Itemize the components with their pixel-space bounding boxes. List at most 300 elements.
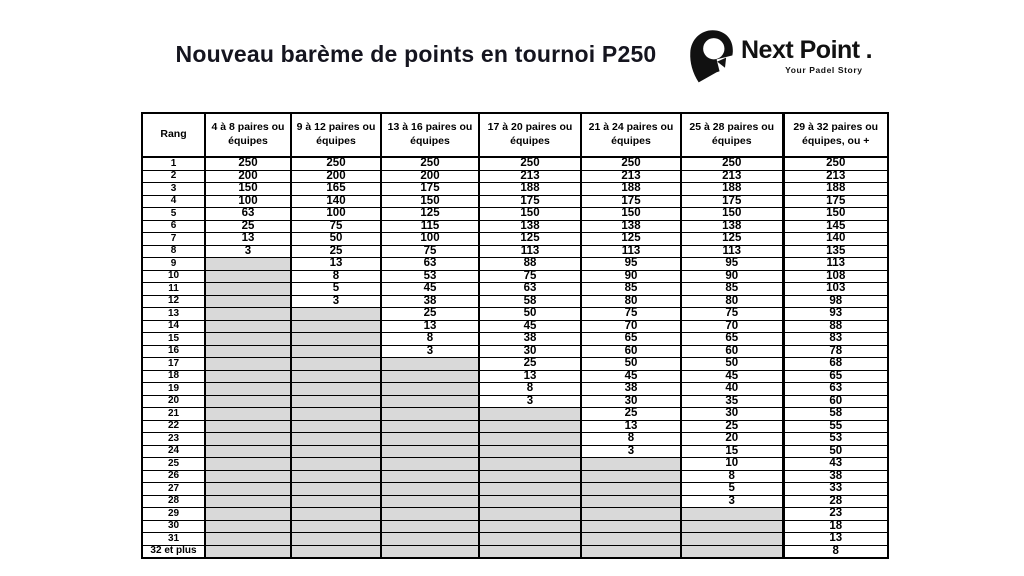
points-cell: 140 [783, 233, 888, 246]
empty-cell [581, 520, 681, 533]
points-cell: 115 [381, 220, 479, 233]
empty-cell [205, 270, 291, 283]
empty-cell [681, 545, 783, 558]
points-cell: 175 [479, 195, 581, 208]
points-cell: 88 [783, 320, 888, 333]
points-cell: 65 [783, 370, 888, 383]
page-title: Nouveau barème de points en tournoi P250 [175, 41, 657, 67]
table-row [142, 470, 888, 483]
rank-cell: 30 [142, 520, 205, 533]
points-cell: 150 [783, 208, 888, 221]
points-cell: 25 [205, 220, 291, 233]
rank-cell: 28 [142, 495, 205, 508]
points-cell: 10 [681, 458, 783, 471]
empty-cell [381, 395, 479, 408]
padel-pin-icon [683, 28, 739, 84]
table-row [142, 358, 888, 371]
table-row [142, 508, 888, 521]
points-cell: 250 [581, 157, 681, 170]
points-cell: 33 [783, 483, 888, 496]
points-cell: 38 [783, 470, 888, 483]
empty-cell [205, 308, 291, 321]
empty-cell [291, 458, 381, 471]
points-cell: 3 [581, 445, 681, 458]
points-cell: 175 [581, 195, 681, 208]
empty-cell [205, 420, 291, 433]
points-cell: 30 [479, 345, 581, 358]
empty-cell [205, 508, 291, 521]
points-cell: 145 [783, 220, 888, 233]
points-cell: 150 [205, 183, 291, 196]
table-row [142, 420, 888, 433]
points-cell: 75 [291, 220, 381, 233]
rank-header-cell: Rang [142, 113, 205, 157]
rank-cell: 8 [142, 245, 205, 258]
points-cell: 60 [581, 345, 681, 358]
points-cell: 3 [291, 295, 381, 308]
rank-cell: 4 [142, 195, 205, 208]
empty-cell [381, 545, 479, 558]
empty-cell [581, 545, 681, 558]
table-row [142, 183, 888, 196]
empty-cell [291, 333, 381, 346]
table-row [142, 320, 888, 333]
empty-cell [381, 470, 479, 483]
empty-cell [581, 470, 681, 483]
points-cell: 50 [581, 358, 681, 371]
empty-cell [681, 520, 783, 533]
empty-cell [205, 408, 291, 421]
points-cell: 50 [783, 445, 888, 458]
points-cell: 80 [581, 295, 681, 308]
empty-cell [381, 420, 479, 433]
points-cell: 50 [681, 358, 783, 371]
table-row [142, 433, 888, 446]
points-cell: 250 [381, 157, 479, 170]
table-row [142, 333, 888, 346]
points-cell: 18 [783, 520, 888, 533]
points-cell: 38 [479, 333, 581, 346]
points-cell: 70 [681, 320, 783, 333]
points-cell: 50 [479, 308, 581, 321]
points-cell: 68 [783, 358, 888, 371]
column-header-cell: 13 à 16 paires ou équipes [381, 113, 479, 157]
empty-cell [291, 358, 381, 371]
table-row [142, 383, 888, 396]
points-cell: 8 [479, 383, 581, 396]
empty-cell [205, 258, 291, 271]
points-cell: 85 [581, 283, 681, 296]
points-cell: 83 [783, 333, 888, 346]
table-row [142, 495, 888, 508]
points-cell: 93 [783, 308, 888, 321]
points-cell: 35 [681, 395, 783, 408]
empty-cell [205, 483, 291, 496]
points-cell: 200 [381, 170, 479, 183]
rank-cell: 7 [142, 233, 205, 246]
empty-cell [291, 345, 381, 358]
table-row [142, 445, 888, 458]
empty-cell [479, 520, 581, 533]
points-cell: 250 [479, 157, 581, 170]
points-cell: 60 [783, 395, 888, 408]
table-body [142, 157, 888, 558]
empty-cell [479, 483, 581, 496]
logo-tagline: Your Padel Story [785, 64, 863, 75]
empty-cell [381, 358, 479, 371]
empty-cell [381, 483, 479, 496]
points-cell: 100 [291, 208, 381, 221]
points-cell: 30 [681, 408, 783, 421]
points-cell: 100 [381, 233, 479, 246]
empty-cell [205, 520, 291, 533]
points-cell: 250 [205, 157, 291, 170]
points-cell: 25 [681, 420, 783, 433]
points-cell: 113 [783, 258, 888, 271]
rank-cell: 17 [142, 358, 205, 371]
points-cell: 175 [681, 195, 783, 208]
points-cell: 25 [381, 308, 479, 321]
points-cell: 15 [681, 445, 783, 458]
empty-cell [381, 408, 479, 421]
table-row [142, 270, 888, 283]
points-cell: 150 [581, 208, 681, 221]
points-cell: 98 [783, 295, 888, 308]
points-cell: 65 [681, 333, 783, 346]
empty-cell [205, 495, 291, 508]
rank-cell: 2 [142, 170, 205, 183]
empty-cell [205, 445, 291, 458]
points-cell: 40 [681, 383, 783, 396]
points-cell: 8 [291, 270, 381, 283]
points-cell: 13 [381, 320, 479, 333]
rank-cell: 9 [142, 258, 205, 271]
points-cell: 53 [783, 433, 888, 446]
points-cell: 90 [581, 270, 681, 283]
rank-cell: 13 [142, 308, 205, 321]
table-row [142, 258, 888, 271]
empty-cell [581, 458, 681, 471]
points-cell: 38 [381, 295, 479, 308]
empty-cell [479, 470, 581, 483]
points-cell: 125 [381, 208, 479, 221]
points-cell: 200 [291, 170, 381, 183]
empty-cell [581, 483, 681, 496]
table-row [142, 170, 888, 183]
rank-cell: 21 [142, 408, 205, 421]
empty-cell [291, 433, 381, 446]
empty-cell [581, 533, 681, 546]
points-cell: 58 [479, 295, 581, 308]
points-cell: 88 [479, 258, 581, 271]
points-cell: 63 [381, 258, 479, 271]
points-cell: 138 [479, 220, 581, 233]
points-cell: 30 [581, 395, 681, 408]
points-cell: 188 [581, 183, 681, 196]
column-header-cell: 25 à 28 paires ou équipes [681, 113, 783, 157]
points-cell: 150 [381, 195, 479, 208]
rank-cell: 6 [142, 220, 205, 233]
points-cell: 13 [205, 233, 291, 246]
empty-cell [381, 520, 479, 533]
empty-cell [381, 458, 479, 471]
points-cell: 103 [783, 283, 888, 296]
points-cell: 250 [291, 157, 381, 170]
points-cell: 75 [681, 308, 783, 321]
points-cell: 75 [581, 308, 681, 321]
rank-cell: 15 [142, 333, 205, 346]
points-cell: 108 [783, 270, 888, 283]
logo-name: Next Point [741, 35, 860, 64]
table-row [142, 458, 888, 471]
empty-cell [479, 495, 581, 508]
points-cell: 213 [681, 170, 783, 183]
rank-cell: 18 [142, 370, 205, 383]
empty-cell [381, 370, 479, 383]
empty-cell [381, 433, 479, 446]
points-cell: 150 [479, 208, 581, 221]
points-cell: 100 [205, 195, 291, 208]
empty-cell [479, 445, 581, 458]
rank-cell: 10 [142, 270, 205, 283]
points-cell: 188 [681, 183, 783, 196]
logo-dot: . [865, 35, 873, 64]
empty-cell [381, 533, 479, 546]
table-row [142, 370, 888, 383]
rank-cell: 20 [142, 395, 205, 408]
points-cell: 75 [381, 245, 479, 258]
points-cell: 200 [205, 170, 291, 183]
column-header-cell: 29 à 32 paires ou équipes, ou + [783, 113, 888, 157]
empty-cell [205, 470, 291, 483]
rank-cell: 19 [142, 383, 205, 396]
points-cell: 78 [783, 345, 888, 358]
points-cell: 175 [381, 183, 479, 196]
empty-cell [205, 383, 291, 396]
empty-cell [291, 408, 381, 421]
points-cell: 45 [581, 370, 681, 383]
points-cell: 113 [479, 245, 581, 258]
header-row [142, 113, 888, 157]
empty-cell [581, 495, 681, 508]
points-cell: 45 [681, 370, 783, 383]
rank-cell: 16 [142, 345, 205, 358]
points-cell: 23 [783, 508, 888, 521]
rank-cell: 1 [142, 157, 205, 170]
rank-cell: 5 [142, 208, 205, 221]
empty-cell [291, 308, 381, 321]
empty-cell [479, 533, 581, 546]
points-cell: 113 [681, 245, 783, 258]
points-cell: 63 [479, 283, 581, 296]
empty-cell [381, 383, 479, 396]
empty-cell [479, 420, 581, 433]
points-cell: 45 [381, 283, 479, 296]
rank-cell: 22 [142, 420, 205, 433]
points-table-container [141, 112, 889, 559]
empty-cell [205, 433, 291, 446]
points-cell: 250 [783, 157, 888, 170]
table-row [142, 220, 888, 233]
empty-cell [681, 533, 783, 546]
points-cell: 13 [479, 370, 581, 383]
empty-cell [205, 333, 291, 346]
empty-cell [291, 470, 381, 483]
points-cell: 50 [291, 233, 381, 246]
rank-cell: 31 [142, 533, 205, 546]
empty-cell [291, 533, 381, 546]
points-cell: 25 [479, 358, 581, 371]
points-cell: 13 [783, 533, 888, 546]
points-cell: 63 [205, 208, 291, 221]
empty-cell [381, 495, 479, 508]
points-table [141, 112, 889, 559]
points-cell: 165 [291, 183, 381, 196]
points-cell: 13 [581, 420, 681, 433]
table-row [142, 395, 888, 408]
points-cell: 85 [681, 283, 783, 296]
empty-cell [381, 508, 479, 521]
points-cell: 213 [581, 170, 681, 183]
column-header-cell: 21 à 24 paires ou équipes [581, 113, 681, 157]
nextpoint-logo [683, 28, 873, 84]
points-cell: 125 [479, 233, 581, 246]
points-cell: 28 [783, 495, 888, 508]
points-cell: 188 [479, 183, 581, 196]
points-cell: 138 [681, 220, 783, 233]
column-header-cell: 17 à 20 paires ou équipes [479, 113, 581, 157]
empty-cell [205, 283, 291, 296]
points-cell: 3 [681, 495, 783, 508]
points-cell: 25 [581, 408, 681, 421]
empty-cell [581, 508, 681, 521]
points-cell: 188 [783, 183, 888, 196]
empty-cell [291, 320, 381, 333]
empty-cell [479, 433, 581, 446]
table-row [142, 533, 888, 546]
table-row [142, 545, 888, 558]
points-cell: 25 [291, 245, 381, 258]
points-cell: 65 [581, 333, 681, 346]
table-row [142, 283, 888, 296]
points-cell: 113 [581, 245, 681, 258]
table-row [142, 245, 888, 258]
points-cell: 20 [681, 433, 783, 446]
empty-cell [479, 408, 581, 421]
empty-cell [291, 508, 381, 521]
empty-cell [681, 508, 783, 521]
empty-cell [205, 358, 291, 371]
empty-cell [205, 295, 291, 308]
rank-cell: 14 [142, 320, 205, 333]
points-cell: 3 [205, 245, 291, 258]
empty-cell [291, 370, 381, 383]
empty-cell [205, 458, 291, 471]
points-cell: 38 [581, 383, 681, 396]
points-cell: 135 [783, 245, 888, 258]
table-row [142, 295, 888, 308]
empty-cell [291, 483, 381, 496]
points-cell: 3 [381, 345, 479, 358]
points-cell: 140 [291, 195, 381, 208]
empty-cell [291, 395, 381, 408]
empty-cell [479, 545, 581, 558]
table-row [142, 233, 888, 246]
empty-cell [381, 445, 479, 458]
points-cell: 8 [783, 545, 888, 558]
points-cell: 75 [479, 270, 581, 283]
points-cell: 80 [681, 295, 783, 308]
points-cell: 175 [783, 195, 888, 208]
points-cell: 138 [581, 220, 681, 233]
points-cell: 43 [783, 458, 888, 471]
table-row [142, 208, 888, 221]
points-cell: 58 [783, 408, 888, 421]
rank-cell: 32 et plus [142, 545, 205, 558]
points-cell: 95 [681, 258, 783, 271]
points-cell: 5 [291, 283, 381, 296]
rank-cell: 3 [142, 183, 205, 196]
rank-cell: 23 [142, 433, 205, 446]
table-row [142, 157, 888, 170]
table-row [142, 308, 888, 321]
empty-cell [291, 445, 381, 458]
empty-cell [291, 420, 381, 433]
empty-cell [479, 508, 581, 521]
points-cell: 3 [479, 395, 581, 408]
empty-cell [205, 395, 291, 408]
rank-cell: 24 [142, 445, 205, 458]
empty-cell [291, 383, 381, 396]
points-cell: 250 [681, 157, 783, 170]
rank-cell: 12 [142, 295, 205, 308]
column-header-cell: 9 à 12 paires ou équipes [291, 113, 381, 157]
table-row [142, 345, 888, 358]
rank-cell: 25 [142, 458, 205, 471]
empty-cell [205, 370, 291, 383]
points-cell: 125 [581, 233, 681, 246]
points-cell: 13 [291, 258, 381, 271]
rank-cell: 29 [142, 508, 205, 521]
points-cell: 8 [581, 433, 681, 446]
table-row [142, 408, 888, 421]
column-header-cell: 4 à 8 paires ou équipes [205, 113, 291, 157]
points-cell: 60 [681, 345, 783, 358]
rank-cell: 27 [142, 483, 205, 496]
points-cell: 8 [381, 333, 479, 346]
empty-cell [205, 320, 291, 333]
empty-cell [291, 520, 381, 533]
rank-cell: 26 [142, 470, 205, 483]
points-cell: 213 [479, 170, 581, 183]
empty-cell [205, 545, 291, 558]
table-row [142, 520, 888, 533]
points-cell: 53 [381, 270, 479, 283]
points-cell: 213 [783, 170, 888, 183]
points-cell: 95 [581, 258, 681, 271]
points-cell: 45 [479, 320, 581, 333]
points-cell: 150 [681, 208, 783, 221]
points-cell: 5 [681, 483, 783, 496]
points-cell: 8 [681, 470, 783, 483]
empty-cell [291, 545, 381, 558]
empty-cell [291, 495, 381, 508]
rank-cell: 11 [142, 283, 205, 296]
points-cell: 70 [581, 320, 681, 333]
table-row [142, 483, 888, 496]
table-row [142, 195, 888, 208]
points-cell: 125 [681, 233, 783, 246]
